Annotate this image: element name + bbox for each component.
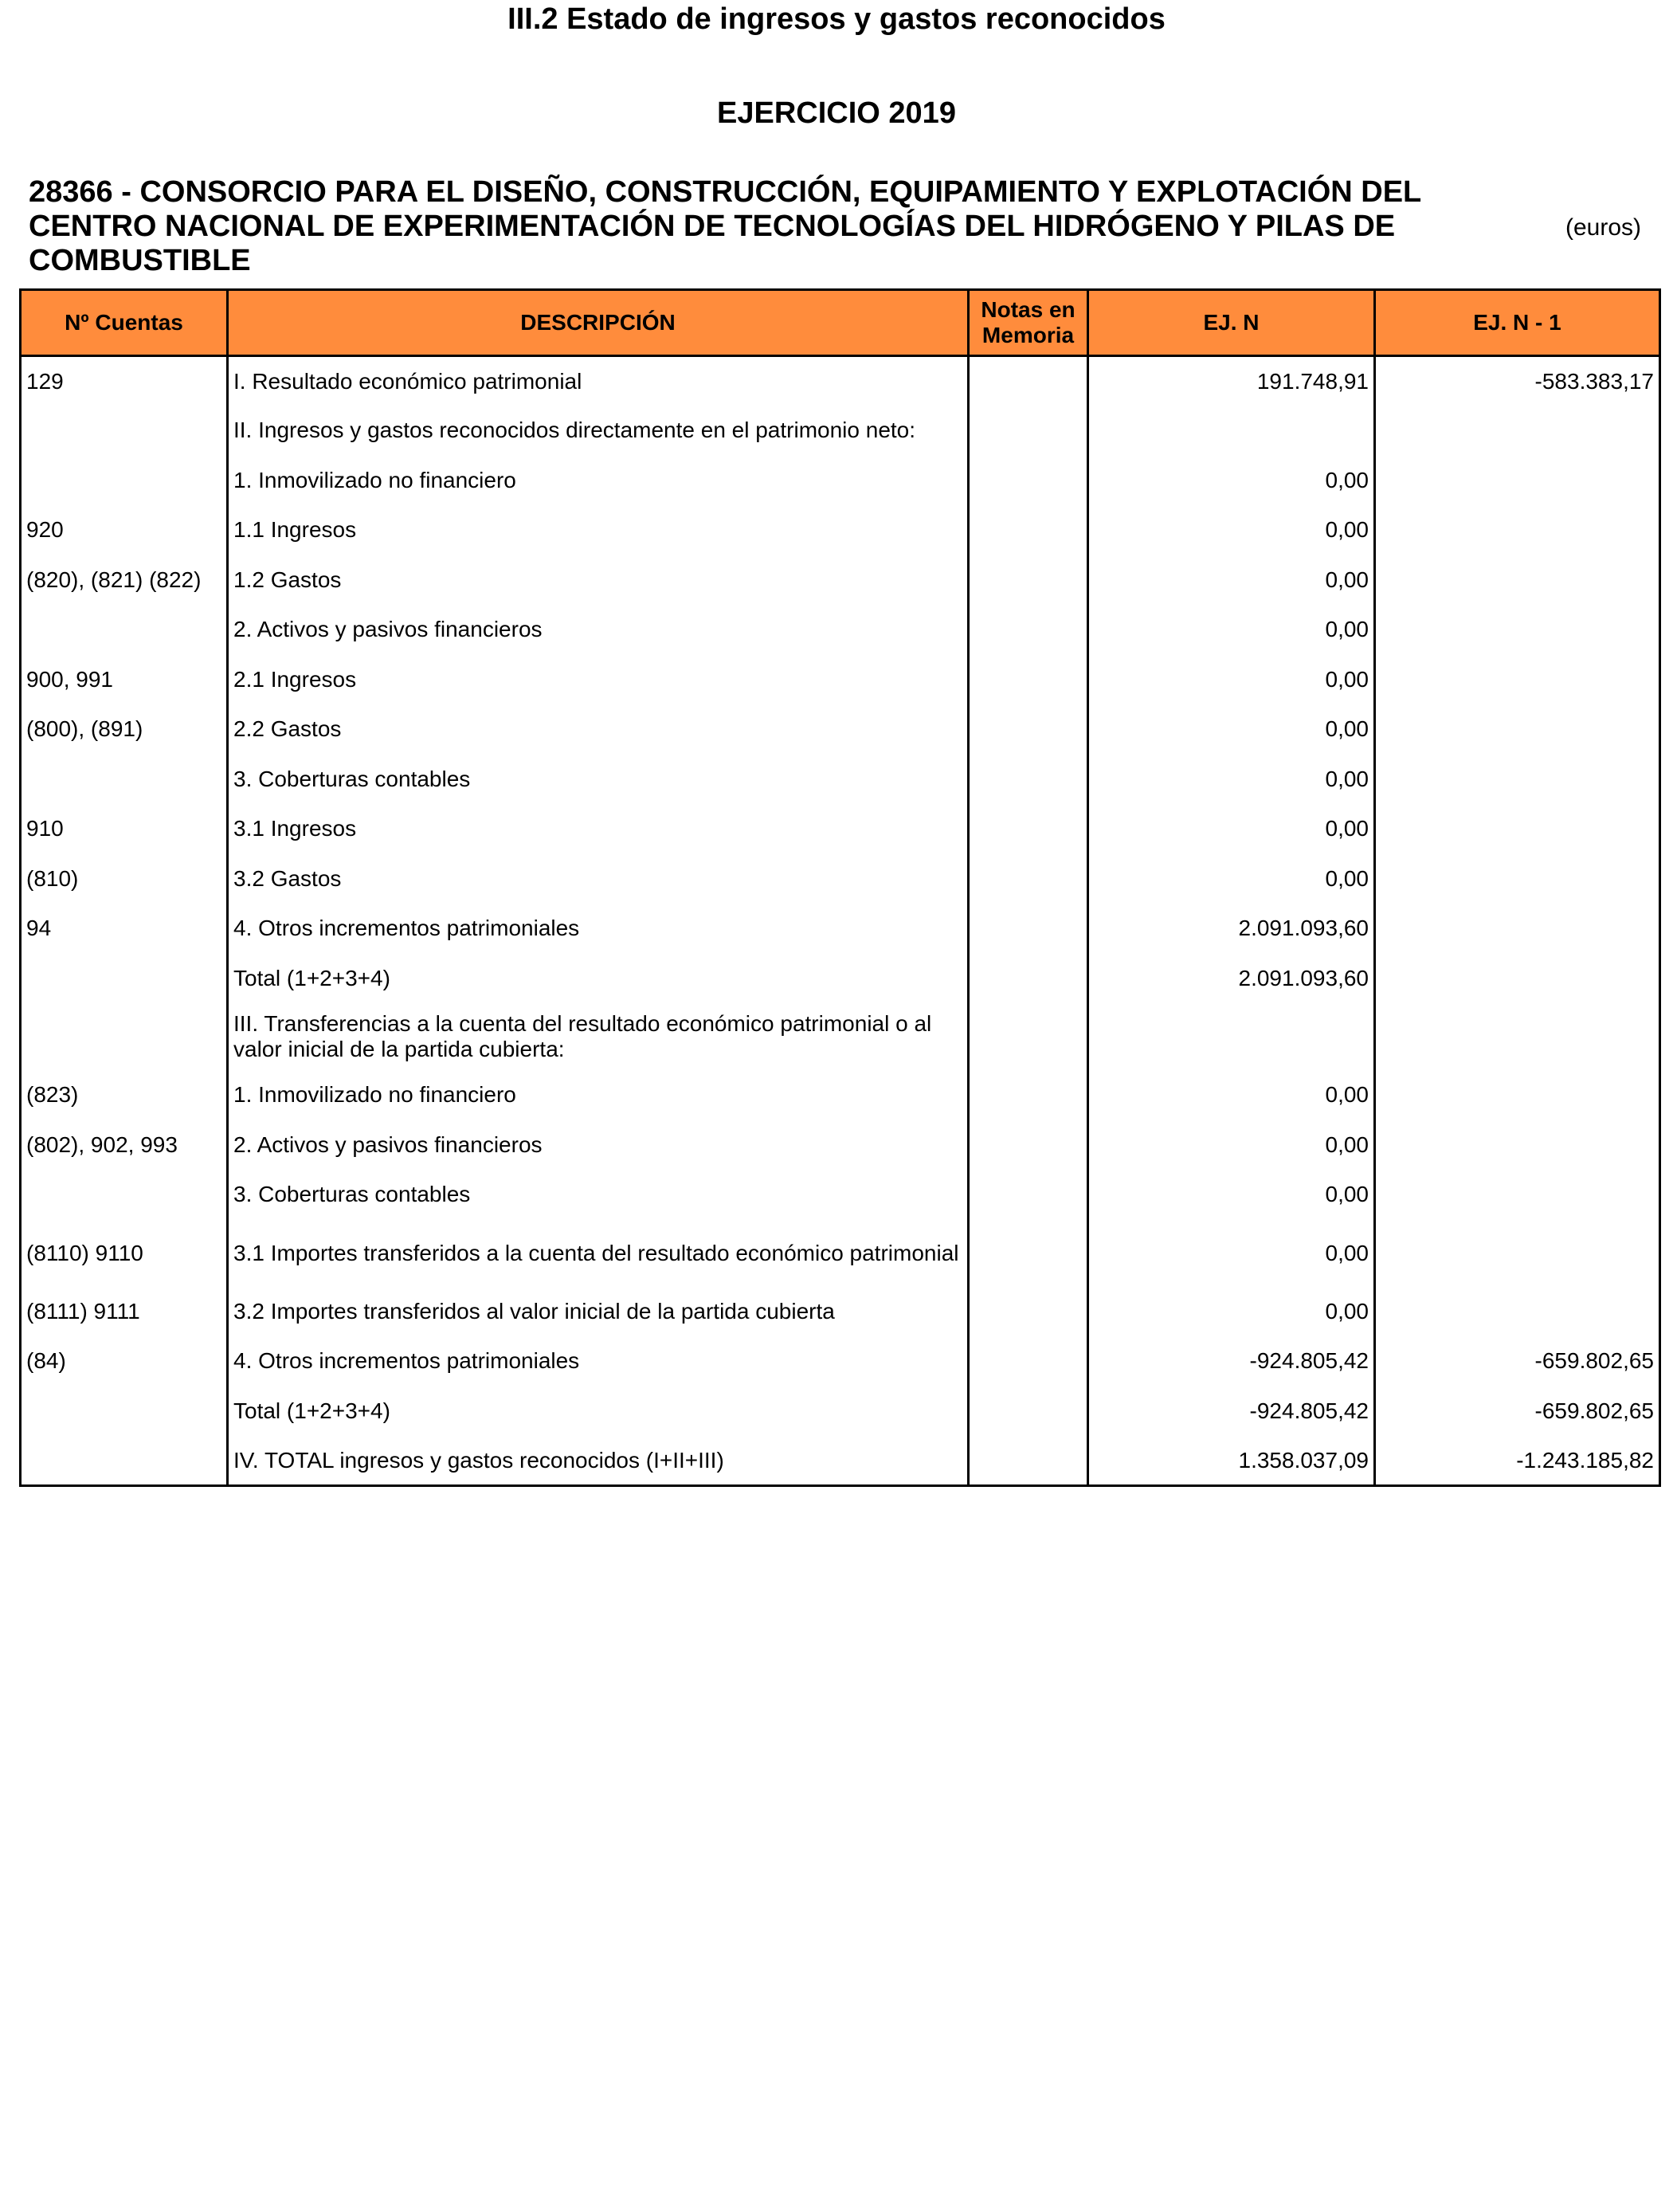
cell-notas [969,1220,1088,1287]
cell-notas [969,406,1088,456]
cell-ej-n: 1.358.037,09 [1088,1436,1375,1486]
table-row [21,704,1660,755]
table-row [21,505,1660,555]
cell-ej-n [1088,406,1375,456]
cell-cuentas [21,1386,228,1437]
cell-cuentas [21,1170,228,1220]
cell-ej-n1: -659.802,65 [1375,1386,1660,1437]
cell-cuentas: (802), 902, 993 [21,1120,228,1171]
table-row [21,954,1660,1004]
cell-cuentas: (820), (821) (822) [21,555,228,606]
table-row [21,1070,1660,1120]
table-row [21,804,1660,854]
cell-descripcion: 1.2 Gastos [228,555,969,606]
table-row [21,1120,1660,1171]
cell-ej-n1 [1375,804,1660,854]
cell-descripcion: 2. Activos y pasivos financieros [228,605,969,655]
table-row [21,1336,1660,1386]
cell-ej-n1 [1375,1120,1660,1171]
cell-descripcion: 2. Activos y pasivos financieros [228,1120,969,1171]
cell-notas [969,1386,1088,1437]
cell-descripcion: Total (1+2+3+4) [228,1386,969,1437]
cell-ej-n1 [1375,406,1660,456]
cell-ej-n1 [1375,954,1660,1004]
cell-cuentas [21,1436,228,1486]
table-row [21,1170,1660,1220]
cell-notas [969,1070,1088,1120]
cell-ej-n1 [1375,1287,1660,1337]
table-row [21,854,1660,904]
cell-ej-n1 [1375,704,1660,755]
cell-cuentas [21,755,228,805]
cell-descripcion: Total (1+2+3+4) [228,954,969,1004]
cell-cuentas: (84) [21,1336,228,1386]
cell-cuentas: 900, 991 [21,655,228,705]
table-row [21,1386,1660,1437]
cell-ej-n: 0,00 [1088,555,1375,606]
cell-notas [969,655,1088,705]
cell-notas [969,1120,1088,1171]
cell-ej-n [1088,1003,1375,1070]
cell-notas [969,854,1088,904]
cell-ej-n: -924.805,42 [1088,1336,1375,1386]
table-row [21,1287,1660,1337]
table-row [21,605,1660,655]
cell-cuentas: (800), (891) [21,704,228,755]
cell-ej-n: 0,00 [1088,1120,1375,1171]
cell-descripcion: 1.1 Ingresos [228,505,969,555]
cell-notas [969,1287,1088,1337]
cell-notas [969,505,1088,555]
cell-cuentas: (8111) 9111 [21,1287,228,1337]
cell-ej-n: 191.748,91 [1088,356,1375,406]
cell-cuentas: 920 [21,505,228,555]
cell-ej-n: 0,00 [1088,1170,1375,1220]
cell-notas [969,456,1088,506]
cell-descripcion: 3.2 Gastos [228,854,969,904]
page-title: III.2 Estado de ingresos y gastos reconocidos [507,2,1166,36]
cell-ej-n: 0,00 [1088,1220,1375,1287]
cell-ej-n1 [1375,605,1660,655]
cell-ej-n: 0,00 [1088,1287,1375,1337]
cell-ej-n: 2.091.093,60 [1088,904,1375,954]
cell-descripcion: 3.1 Ingresos [228,804,969,854]
cell-descripcion: IV. TOTAL ingresos y gastos reconocidos (I+II+III) [228,1436,969,1486]
cell-cuentas: (810) [21,854,228,904]
cell-notas [969,954,1088,1004]
cell-notas [969,356,1088,406]
table-row [21,655,1660,705]
cell-ej-n: -924.805,42 [1088,1386,1375,1437]
cell-ej-n: 2.091.093,60 [1088,954,1375,1004]
table-row [21,456,1660,506]
cell-cuentas: (823) [21,1070,228,1120]
cell-cuentas: 94 [21,904,228,954]
cell-ej-n: 0,00 [1088,605,1375,655]
cell-descripcion: 3. Coberturas contables [228,755,969,805]
cell-cuentas [21,406,228,456]
cell-notas [969,1170,1088,1220]
table-row [21,1220,1660,1287]
cell-descripcion: 1. Inmovilizado no financiero [228,1070,969,1120]
cell-descripcion: II. Ingresos y gastos reconocidos directamente en el patrimonio neto: [228,406,969,456]
cell-ej-n1 [1375,505,1660,555]
cell-descripcion: 3.1 Importes transferidos a la cuenta del resultado económico patrimonial [228,1220,969,1287]
cell-notas [969,1003,1088,1070]
cell-cuentas [21,456,228,506]
cell-notas [969,555,1088,606]
cell-cuentas [21,1003,228,1070]
cell-notas [969,755,1088,805]
table-row [21,904,1660,954]
table-header-row [21,290,1660,356]
cell-ej-n1: -659.802,65 [1375,1336,1660,1386]
cell-descripcion: 4. Otros incrementos patrimoniales [228,1336,969,1386]
cell-ej-n: 0,00 [1088,655,1375,705]
column-header-ej-n1: EJ. N - 1 [1375,290,1660,356]
cell-ej-n1: -1.243.185,82 [1375,1436,1660,1486]
cell-cuentas: 910 [21,804,228,854]
cell-ej-n1: -583.383,17 [1375,356,1660,406]
cell-ej-n: 0,00 [1088,854,1375,904]
cell-notas [969,605,1088,655]
cell-descripcion: I. Resultado económico patrimonial [228,356,969,406]
cell-descripcion: III. Transferencias a la cuenta del resultado económico patrimonial o al valor inicial de la partida cubierta: [228,1003,969,1070]
entity-name: 28366 - CONSORCIO PARA EL DISEÑO, CONSTRUCCIÓN, EQUIPAMIENTO Y EXPLOTACIÓN DEL CENTRO NACIONAL DE EXPERIMENTACIÓN DE TECNOLOGÍAS DEL HIDRÓGENO Y PILAS DE COMBUSTIBLE [29,175,1421,277]
table-body [21,356,1660,1486]
cell-descripcion: 2.1 Ingresos [228,655,969,705]
cell-descripcion: 3.2 Importes transferidos al valor inicial de la partida cubierta [228,1287,969,1337]
cell-cuentas [21,954,228,1004]
cell-notas [969,704,1088,755]
table-row [21,1436,1660,1486]
cell-ej-n1 [1375,456,1660,506]
cell-ej-n1 [1375,1170,1660,1220]
fiscal-year-heading: EJERCICIO 2019 [717,96,956,130]
cell-notas [969,1436,1088,1486]
cell-descripcion: 2.2 Gastos [228,704,969,755]
cell-ej-n: 0,00 [1088,755,1375,805]
column-header-descripcion: DESCRIPCIÓN [228,290,969,356]
cell-ej-n: 0,00 [1088,804,1375,854]
column-header-cuentas: Nº Cuentas [21,290,228,356]
income-expense-table [19,288,1661,1487]
table-row [21,1003,1660,1070]
cell-notas [969,904,1088,954]
cell-ej-n1 [1375,1070,1660,1120]
table-row [21,555,1660,606]
cell-ej-n: 0,00 [1088,505,1375,555]
column-header-ej-n: EJ. N [1088,290,1375,356]
cell-ej-n: 0,00 [1088,456,1375,506]
cell-ej-n: 0,00 [1088,1070,1375,1120]
cell-ej-n1 [1375,755,1660,805]
cell-cuentas [21,605,228,655]
cell-ej-n1 [1375,1220,1660,1287]
cell-notas [969,1336,1088,1386]
cell-ej-n: 0,00 [1088,704,1375,755]
column-header-notas: Notas en Memoria [969,290,1088,356]
cell-ej-n1 [1375,555,1660,606]
table-row [21,755,1660,805]
cell-descripcion: 3. Coberturas contables [228,1170,969,1220]
cell-cuentas: 129 [21,356,228,406]
cell-notas [969,804,1088,854]
cell-ej-n1 [1375,854,1660,904]
cell-ej-n1 [1375,1003,1660,1070]
table-row [21,406,1660,456]
table-row [21,356,1660,406]
cell-ej-n1 [1375,904,1660,954]
cell-cuentas: (8110) 9110 [21,1220,228,1287]
cell-descripcion: 1. Inmovilizado no financiero [228,456,969,506]
cell-ej-n1 [1375,655,1660,705]
currency-unit: (euros) [1565,214,1641,241]
cell-descripcion: 4. Otros incrementos patrimoniales [228,904,969,954]
